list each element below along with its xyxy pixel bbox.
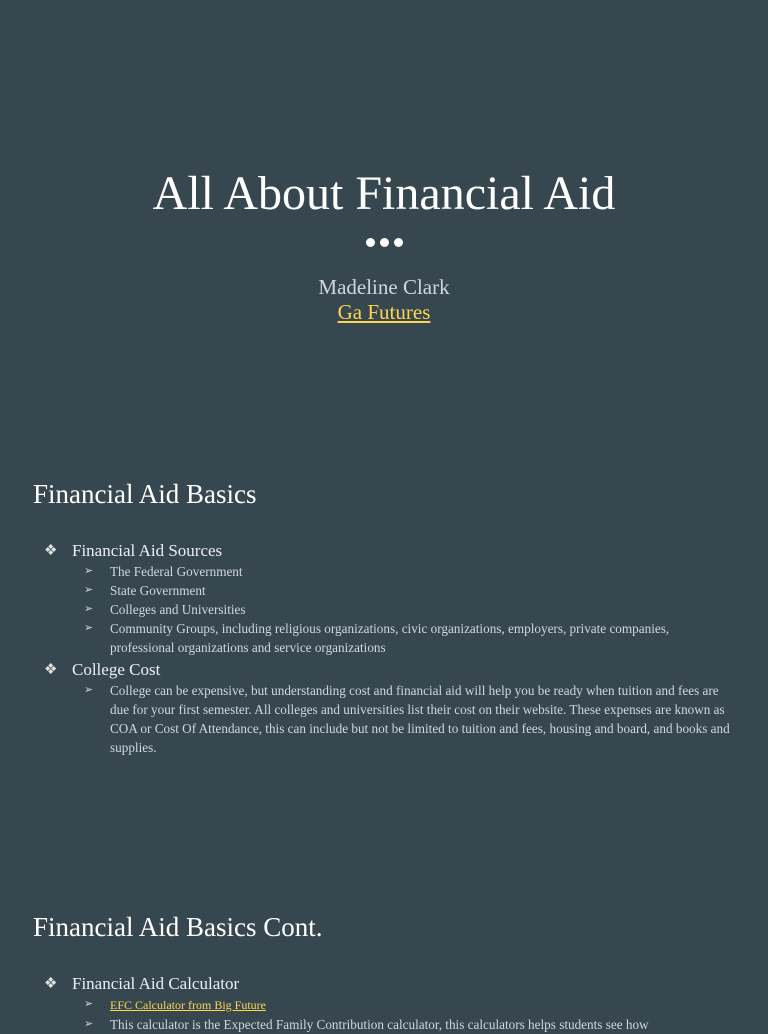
arrowhead-icon: ➢ <box>84 565 94 577</box>
college-cost-list <box>44 681 734 757</box>
diamond-bullet-icon: ❖ <box>44 976 58 992</box>
efc-calculator-link[interactable]: EFC Calculator from Big Future <box>110 998 266 1012</box>
arrowhead-icon: ➢ <box>84 584 94 596</box>
bullet-label: Financial Aid Sources <box>72 541 223 560</box>
diamond-bullet-icon: ❖ <box>44 543 58 559</box>
bullet-college-cost <box>44 659 734 757</box>
calculator-list <box>44 995 734 1034</box>
diamond-bullet-icon: ❖ <box>44 662 58 678</box>
list-item: ➢ State Government <box>84 583 206 598</box>
ga-futures-link[interactable]: Ga Futures <box>337 300 431 324</box>
arrowhead-icon: ➢ <box>84 1018 94 1030</box>
author-name: Madeline Clark <box>318 275 450 299</box>
list-item: ➢ Colleges and Universities <box>84 602 246 617</box>
presentation-title: All About Financial Aid <box>152 167 616 220</box>
list-item: ➢ College can be expensive, but understanding cost and financial aid will help you be ready when tuition and fees are due for your first semester. All colleges and universities list their cost on their website. These expenses are known as COA or Cost Of Attendance, this can include but not be limited to tuition and fees, housing and board, and books and supplies. <box>84 683 730 755</box>
bullet-financial-aid-calculator <box>44 973 734 1034</box>
list-item: ➢ This calculator is the Expected Family Contribution calculator, this calculators helps students see how <box>84 1017 649 1032</box>
slide-heading: Financial Aid Basics <box>33 479 257 509</box>
sources-list <box>44 562 734 657</box>
bullet-financial-aid-sources <box>44 540 734 657</box>
list-item <box>84 995 734 1015</box>
arrowhead-icon: ➢ <box>84 684 94 696</box>
bullet-label: College Cost <box>72 660 161 679</box>
arrowhead-icon: ➢ <box>84 998 94 1010</box>
slide-heading-cont: Financial Aid Basics Cont. <box>33 912 323 942</box>
bullet-label: Financial Aid Calculator <box>72 974 240 993</box>
list-item: ➢ Community Groups, including religious organizations, civic organizations, employers, private companies, professional organizations and service organizations <box>84 621 670 655</box>
list-item: ➢ The Federal Government <box>84 564 243 579</box>
arrowhead-icon: ➢ <box>84 622 94 634</box>
arrowhead-icon: ➢ <box>84 603 94 615</box>
